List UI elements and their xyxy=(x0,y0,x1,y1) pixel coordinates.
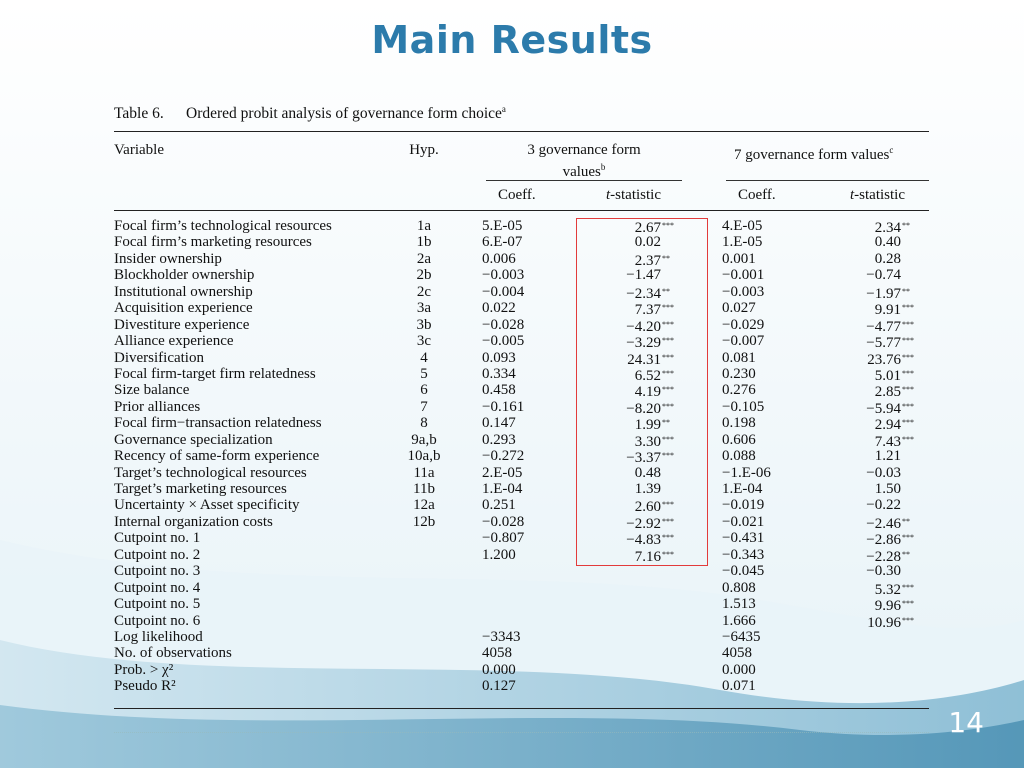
significance-stars: *** xyxy=(662,516,674,526)
cell-coeff-3: 0.458 xyxy=(482,382,516,399)
significance-stars: *** xyxy=(902,401,914,411)
header-group-3-forms-line2: values$^b$ xyxy=(562,162,606,180)
cell-coeff-3: 0.093 xyxy=(482,349,516,366)
cell-hyp: 3a xyxy=(416,300,432,317)
cell-coeff-7: 0.276 xyxy=(722,382,756,399)
cell-variable: Focal firm-target firm relatedness xyxy=(114,365,316,382)
cell-tstat-7: −2.46** xyxy=(814,514,918,532)
table-row xyxy=(114,596,929,615)
table-caption xyxy=(114,104,929,130)
significance-stars: ** xyxy=(902,221,910,230)
significance-stars: *** xyxy=(662,385,674,395)
cell-coeff-7: −0.003 xyxy=(722,283,765,300)
cell-hyp: 6 xyxy=(420,382,428,399)
significance-stars: ** xyxy=(662,418,670,428)
significance-stars: *** xyxy=(662,434,674,444)
cell-tstat-3: −3.29*** xyxy=(584,333,678,351)
cell-variable: Governance specialization xyxy=(114,431,273,448)
cell-variable: Log likelihood xyxy=(114,628,203,645)
table-row xyxy=(114,580,929,596)
cell-coeff-7: −0.021 xyxy=(722,513,765,530)
cell-coeff-3: 0.293 xyxy=(482,431,516,448)
header-group-3-forms xyxy=(484,142,684,181)
table-body xyxy=(114,218,929,695)
cell-tstat-7: 5.32*** xyxy=(814,580,918,598)
header-coeff-3: Coeff. xyxy=(498,187,536,203)
header-tstat-3: t-statistic xyxy=(606,187,661,203)
significance-stars: *** xyxy=(662,303,674,313)
significance-stars: *** xyxy=(902,303,914,313)
cell-variable: No. of observations xyxy=(114,645,232,662)
significance-stars: *** xyxy=(662,401,674,411)
cell-coeff-3: −3343 xyxy=(482,628,521,645)
cell-tstat-7: 7.43*** xyxy=(814,432,918,450)
cell-variable: Acquisition experience xyxy=(114,300,253,317)
cell-tstat-7: 2.34** xyxy=(814,218,918,236)
cell-tstat-7 xyxy=(814,662,918,678)
table-row xyxy=(114,399,929,415)
significance-stars: *** xyxy=(902,615,914,625)
table-row xyxy=(114,613,929,629)
table-row xyxy=(114,333,929,352)
cell-tstat-7: 1.50 xyxy=(874,481,901,497)
cell-tstat-3: 0.48 xyxy=(634,464,661,481)
cell-variable: Pseudo R² xyxy=(114,678,176,695)
cell-tstat-3: 2.60*** xyxy=(584,497,678,515)
cell-tstat-7 xyxy=(814,629,918,645)
cell-tstat-3: 1.39 xyxy=(634,481,661,497)
cell-tstat-3: 2.37** xyxy=(584,251,678,269)
cell-hyp: 9a,b xyxy=(411,431,437,448)
cell-coeff-7: 1.E-04 xyxy=(722,481,763,497)
cell-hyp: 12a xyxy=(413,497,435,514)
table-row xyxy=(114,481,929,497)
cell-coeff-7: −0.343 xyxy=(722,546,765,563)
cell-hyp: 10a,b xyxy=(407,448,441,465)
table-row xyxy=(114,465,929,481)
table-row xyxy=(114,251,929,267)
table-caption-sup: a xyxy=(501,104,506,114)
significance-stars: *** xyxy=(902,418,914,428)
significance-stars: *** xyxy=(902,434,914,444)
table-row xyxy=(114,267,929,283)
cell-variable: Cutpoint no. 4 xyxy=(114,579,201,596)
cell-tstat-3: −4.83*** xyxy=(584,530,678,548)
cell-coeff-7: 1.666 xyxy=(722,612,756,629)
cell-tstat-7: 23.76*** xyxy=(814,350,918,368)
cell-tstat-7 xyxy=(814,645,918,661)
cell-tstat-7: −2.28** xyxy=(814,547,918,565)
cell-tstat-7: −0.30 xyxy=(866,563,901,580)
significance-stars: *** xyxy=(902,385,914,395)
header-group-7-forms: 7 governance form values$^c$ xyxy=(734,145,894,163)
header-variable: Variable xyxy=(114,142,164,158)
cell-tstat-7: 2.94*** xyxy=(814,415,918,433)
header-hyp: Hyp. xyxy=(409,142,439,158)
table-row xyxy=(114,432,929,448)
cell-coeff-7: −0.045 xyxy=(722,563,765,580)
cell-coeff-3: 0.147 xyxy=(482,415,516,432)
slide-number: 14 xyxy=(948,706,984,739)
cell-variable: Uncertainty × Asset specificity xyxy=(114,497,300,514)
cell-hyp: 8 xyxy=(420,415,428,432)
cell-tstat-3: 2.67*** xyxy=(584,218,678,236)
cell-coeff-7: −6435 xyxy=(722,628,761,645)
cell-hyp: 11b xyxy=(413,481,435,497)
cell-coeff-3: 0.127 xyxy=(482,678,516,695)
cell-coeff-3: 0.006 xyxy=(482,250,516,267)
results-table xyxy=(114,104,929,695)
cell-coeff-7: 0.071 xyxy=(722,678,756,695)
cell-variable: Institutional ownership xyxy=(114,283,253,300)
cell-variable: Blockholder ownership xyxy=(114,267,255,284)
cell-tstat-7: −5.94*** xyxy=(814,399,918,417)
cell-coeff-7: 0.081 xyxy=(722,349,756,366)
significance-stars: *** xyxy=(902,319,914,329)
table-footnote-faded xyxy=(114,722,929,733)
cell-coeff-3: −0.003 xyxy=(482,267,525,284)
cell-variable: Size balance xyxy=(114,382,190,399)
table-row xyxy=(114,530,929,549)
table-row xyxy=(114,448,929,467)
cell-tstat-3: 7.16*** xyxy=(584,547,678,565)
significance-stars: *** xyxy=(662,336,674,346)
header-coeff-7: Coeff. xyxy=(738,187,776,203)
cell-coeff-3: 1.200 xyxy=(482,546,516,563)
cell-tstat-7 xyxy=(814,678,918,694)
cell-tstat-3 xyxy=(584,645,678,661)
cell-coeff-3: 4058 xyxy=(482,645,512,662)
cell-variable: Cutpoint no. 1 xyxy=(114,530,201,547)
table-row xyxy=(114,317,929,333)
significance-stars: ** xyxy=(902,286,910,296)
cell-coeff-7: −0.001 xyxy=(722,267,765,284)
table-row xyxy=(114,514,929,530)
cell-coeff-7: 0.000 xyxy=(722,661,756,678)
cell-variable: Cutpoint no. 2 xyxy=(114,546,201,563)
significance-stars: *** xyxy=(662,319,674,329)
cell-coeff-7: −1.E-06 xyxy=(722,464,771,481)
table-row xyxy=(114,415,929,434)
cell-coeff-7: 1.E-05 xyxy=(722,234,763,251)
cell-tstat-3 xyxy=(584,613,678,629)
cell-variable: Diversification xyxy=(114,349,204,366)
cell-variable: Internal organization costs xyxy=(114,513,273,530)
cell-tstat-7: −5.77*** xyxy=(814,333,918,351)
cell-hyp: 1a xyxy=(416,218,432,234)
cell-coeff-7: 1.513 xyxy=(722,596,756,613)
cell-coeff-3: 0.334 xyxy=(482,365,516,382)
cell-coeff-7: 0.027 xyxy=(722,300,756,317)
top-rule xyxy=(114,131,929,132)
significance-stars: *** xyxy=(662,533,674,543)
cell-tstat-3 xyxy=(584,678,678,694)
cell-tstat-3: 0.02 xyxy=(634,234,661,251)
cell-hyp: 2a xyxy=(416,250,432,267)
cell-tstat-7: 2.85*** xyxy=(814,382,918,400)
cell-coeff-3: 2.E-05 xyxy=(482,464,523,481)
cell-hyp: 2b xyxy=(416,267,432,284)
cell-coeff-7: 0.808 xyxy=(722,579,756,596)
table-row xyxy=(114,563,929,579)
cell-variable: Recency of same-form experience xyxy=(114,448,320,465)
cell-tstat-3: −2.34** xyxy=(584,284,678,302)
tstat-highlight-box xyxy=(576,218,708,566)
cell-coeff-3: −0.161 xyxy=(482,398,525,415)
table-row xyxy=(114,218,929,234)
cell-tstat-7: 5.01*** xyxy=(814,366,918,384)
significance-stars: *** xyxy=(662,221,674,230)
cell-variable: Target’s marketing resources xyxy=(114,481,287,497)
significance-stars: *** xyxy=(662,368,674,378)
cell-hyp: 3c xyxy=(416,333,432,350)
table-caption-label: Table 6. xyxy=(114,105,164,123)
header-group-3-forms-line1: 3 governance form xyxy=(527,142,641,158)
cell-coeff-3: 1.E-04 xyxy=(482,481,523,497)
table-row xyxy=(114,645,929,661)
cell-coeff-3: −0.004 xyxy=(482,283,525,300)
cell-coeff-7: −0.431 xyxy=(722,530,765,547)
cell-variable: Cutpoint no. 3 xyxy=(114,563,201,580)
cell-variable: Divestiture experience xyxy=(114,316,250,333)
cell-variable: Prob. > χ² xyxy=(114,661,174,678)
cell-tstat-3: 24.31*** xyxy=(584,350,678,368)
cell-variable: Alliance experience xyxy=(114,333,234,350)
table-caption-text: Ordered probit analysis of governance form choice xyxy=(186,105,502,123)
table-row xyxy=(114,350,929,366)
cell-coeff-3: −0.807 xyxy=(482,530,525,547)
cell-variable: Focal firm−transaction relatedness xyxy=(114,415,322,432)
cell-coeff-7: −0.105 xyxy=(722,398,765,415)
cell-tstat-7: 9.96*** xyxy=(814,596,918,614)
table-row xyxy=(114,678,929,694)
header-bottom-rule xyxy=(114,210,929,211)
cell-coeff-3: 6.E-07 xyxy=(482,234,523,251)
cell-variable: Focal firm’s marketing resources xyxy=(114,234,312,251)
table-row xyxy=(114,547,929,563)
table-row xyxy=(114,629,929,645)
cell-tstat-7: −0.74 xyxy=(866,267,901,284)
cell-tstat-7: 0.40 xyxy=(874,234,901,251)
significance-stars: *** xyxy=(902,368,914,378)
cell-coeff-7: 4058 xyxy=(722,645,752,662)
cell-tstat-7: −4.77*** xyxy=(814,317,918,335)
significance-stars: *** xyxy=(662,500,674,510)
cell-hyp: 5 xyxy=(420,365,428,382)
cell-coeff-7: −0.029 xyxy=(722,316,765,333)
cell-coeff-3: −0.028 xyxy=(482,513,525,530)
cell-tstat-7: 9.91*** xyxy=(814,300,918,318)
cell-coeff-7: 0.088 xyxy=(722,448,756,465)
cell-hyp: 1b xyxy=(416,234,432,251)
significance-stars: *** xyxy=(662,352,674,362)
cell-variable: Insider ownership xyxy=(114,250,222,267)
cell-coeff-3: −0.272 xyxy=(482,448,525,465)
cell-coeff-3: 0.251 xyxy=(482,497,516,514)
cell-coeff-3: 0.022 xyxy=(482,300,516,317)
cell-coeff-7: 0.001 xyxy=(722,250,756,267)
cell-tstat-7: 0.28 xyxy=(874,250,901,267)
cell-variable: Prior alliances xyxy=(114,398,201,415)
cell-tstat-7: −2.86*** xyxy=(814,530,918,548)
cell-coeff-3: 5.E-05 xyxy=(482,218,523,234)
significance-stars: *** xyxy=(662,549,674,559)
cell-tstat-3: −1.47 xyxy=(626,267,661,284)
cell-tstat-3: 3.30*** xyxy=(584,432,678,450)
sub-rule-3-forms xyxy=(486,180,682,181)
cell-coeff-7: 0.198 xyxy=(722,415,756,432)
cell-tstat-7: 1.21 xyxy=(874,448,901,465)
cell-tstat-7: 10.96*** xyxy=(814,613,918,631)
cell-coeff-3: −0.005 xyxy=(482,333,525,350)
cell-variable: Cutpoint no. 5 xyxy=(114,596,201,613)
significance-stars: *** xyxy=(902,336,914,346)
significance-stars: *** xyxy=(902,533,914,543)
significance-stars: ** xyxy=(902,516,910,526)
cell-tstat-3: 6.52*** xyxy=(584,366,678,384)
table-row xyxy=(114,234,929,250)
cell-hyp: 4 xyxy=(420,349,428,366)
cell-tstat-7: −0.22 xyxy=(866,497,901,514)
table-row xyxy=(114,300,929,319)
cell-tstat-3: 1.99** xyxy=(584,415,678,433)
cell-coeff-7: 0.230 xyxy=(722,365,756,382)
cell-tstat-3: −3.37*** xyxy=(584,448,678,466)
cell-coeff-7: −0.019 xyxy=(722,497,765,514)
significance-stars: ** xyxy=(662,286,670,296)
cell-coeff-7: 0.606 xyxy=(722,431,756,448)
cell-coeff-7: −0.007 xyxy=(722,333,765,350)
cell-variable: Target’s technological resources xyxy=(114,464,307,481)
cell-coeff-3: −0.028 xyxy=(482,316,525,333)
bottom-rule xyxy=(114,708,929,709)
cell-hyp: 3b xyxy=(416,316,432,333)
cell-tstat-7: −1.97** xyxy=(814,284,918,302)
cell-tstat-3 xyxy=(584,662,678,678)
cell-tstat-3 xyxy=(584,596,678,612)
significance-stars: *** xyxy=(902,582,914,592)
cell-coeff-3: 0.000 xyxy=(482,661,516,678)
table-row xyxy=(114,382,929,401)
cell-tstat-3: 7.37*** xyxy=(584,300,678,318)
sub-rule-7-forms xyxy=(726,180,929,181)
cell-tstat-3 xyxy=(584,629,678,645)
cell-coeff-7: 4.E-05 xyxy=(722,218,763,234)
cell-tstat-3 xyxy=(584,580,678,596)
significance-stars: *** xyxy=(902,599,914,609)
significance-stars: *** xyxy=(662,451,674,461)
slide-title: Main Results xyxy=(371,18,653,62)
cell-variable: Cutpoint no. 6 xyxy=(114,612,201,629)
cell-variable: Focal firm’s technological resources xyxy=(114,218,332,234)
table-row xyxy=(114,366,929,382)
cell-hyp: 12b xyxy=(412,513,436,530)
significance-stars: *** xyxy=(902,352,914,362)
table-row xyxy=(114,662,929,678)
cell-hyp: 7 xyxy=(420,398,428,415)
significance-stars: ** xyxy=(662,253,670,263)
cell-tstat-3: −8.20*** xyxy=(584,399,678,417)
cell-hyp: 2c xyxy=(416,283,432,300)
cell-hyp: 11a xyxy=(413,464,435,481)
cell-tstat-3: −4.20*** xyxy=(584,317,678,335)
cell-tstat-3: −2.92*** xyxy=(584,514,678,532)
header-tstat-7: t-statistic xyxy=(850,187,905,203)
table-row xyxy=(114,284,929,300)
table-row xyxy=(114,497,929,516)
cell-tstat-3: 4.19*** xyxy=(584,382,678,400)
significance-stars: ** xyxy=(902,549,910,559)
cell-tstat-7: −0.03 xyxy=(866,464,901,481)
